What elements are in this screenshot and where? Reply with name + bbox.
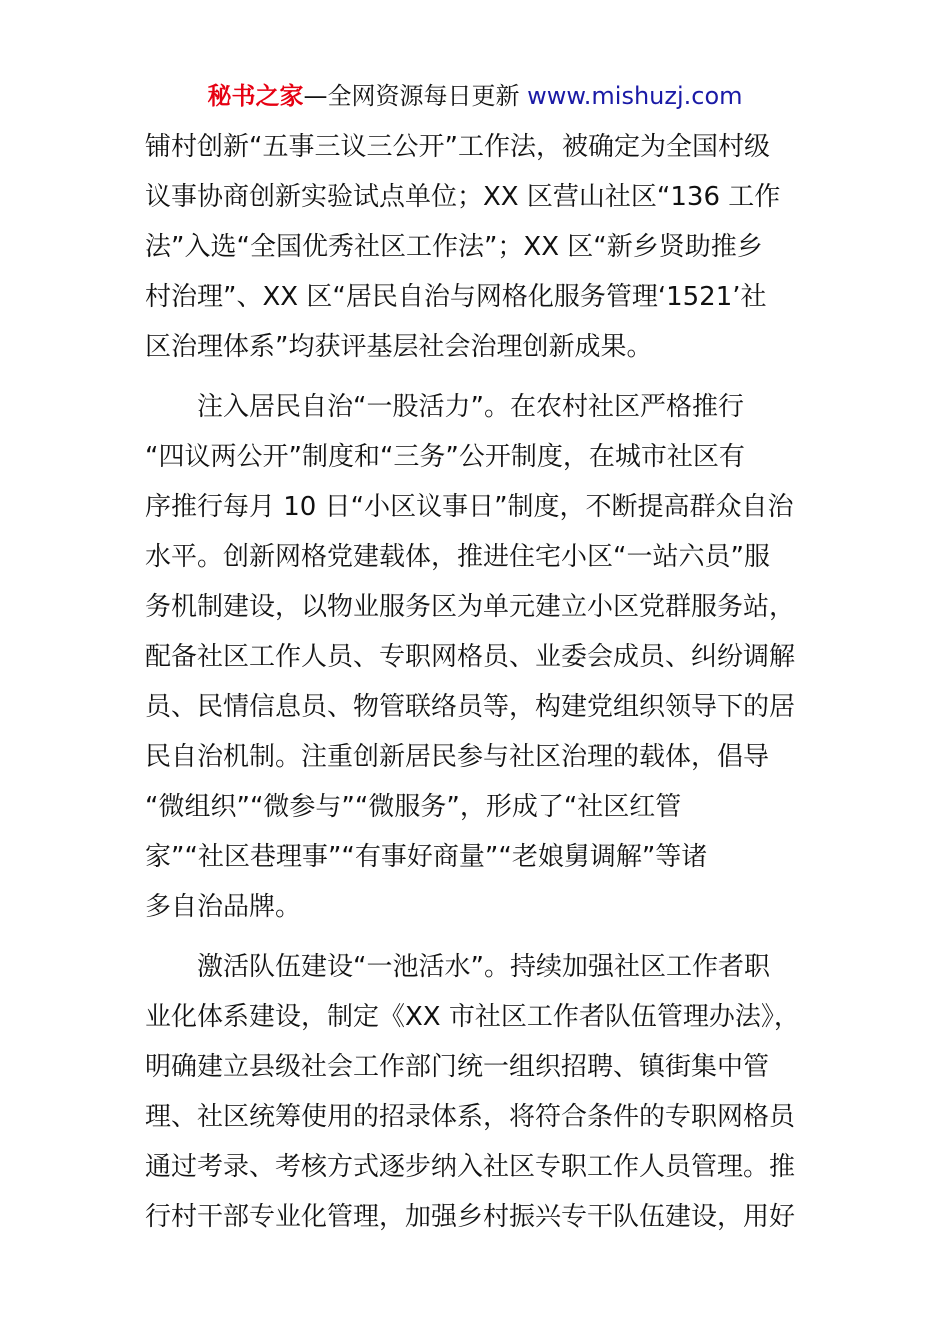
document-body: [145, 122, 810, 1242]
text-line: 行村干部专业化管理，加强乡村振兴专干队伍建设，用好: [145, 1202, 796, 1232]
text-line: 民自治机制。注重创新居民参与社区治理的载体，倡导: [145, 742, 770, 772]
text-line: “四议两公开”制度和“三务”公开制度，在城市社区有: [145, 442, 745, 472]
brand-name: 秘书之家: [207, 82, 304, 110]
text-line: 通过考录、考核方式逐步纳入社区专职工作人员管理。推: [145, 1152, 796, 1182]
text-line: 村治理”、XX 区“居民自治与网格化服务管理‘1521’社: [145, 282, 767, 312]
text-line: 议事协商创新实验试点单位；XX 区营山社区“136 工作: [145, 182, 781, 212]
text-line: 水平。创新网格党建载体，推进住宅小区“一站六员”服: [145, 542, 770, 572]
paragraph-start-line: 激活队伍建设“一池活水”。持续加强社区工作者职: [197, 952, 770, 982]
text-line: 多自治品牌。: [145, 892, 302, 922]
text-line: 法”入选“全国优秀社区工作法”；XX 区“新乡贤助推乡: [145, 232, 763, 262]
text-line: 家”“社区巷理事”“有事好商量”“老娘舅调解”等诸: [145, 842, 708, 872]
text-line: 明确建立县级社会工作部门统一组织招聘、镇街集中管: [145, 1052, 770, 1082]
header-tagline: —全网资源每日更新: [303, 82, 528, 110]
text-line: 配备社区工作人员、专职网格员、业委会成员、纠纷调解: [145, 642, 796, 672]
text-line: 理、社区统筹使用的招录体系，将符合条件的专职网格员: [145, 1102, 796, 1132]
site-url-link[interactable]: www.mishuzj.com: [527, 82, 743, 110]
text-line: 业化体系建设，制定《XX 市社区工作者队伍管理办法》，: [145, 1002, 800, 1032]
text-line: 务机制建设，以物业服务区为单元建立小区党群服务站，: [145, 592, 796, 622]
text-line: 区治理体系”均获评基层社会治理创新成果。: [145, 332, 653, 362]
page-header: [0, 80, 950, 112]
paragraph-start-line: 注入居民自治“一股活力”。在农村社区严格推行: [197, 392, 744, 422]
text-line: “微组织”“微参与”“微服务”，形成了“社区红管: [145, 792, 682, 822]
text-line: 序推行每月 10 日“小区议事日”制度，不断提高群众自治: [145, 492, 794, 522]
text-line: 员、民情信息员、物管联络员等，构建党组织领导下的居: [145, 692, 796, 722]
text-line: 铺村创新“五事三议三公开”工作法，被确定为全国村级: [145, 132, 770, 162]
